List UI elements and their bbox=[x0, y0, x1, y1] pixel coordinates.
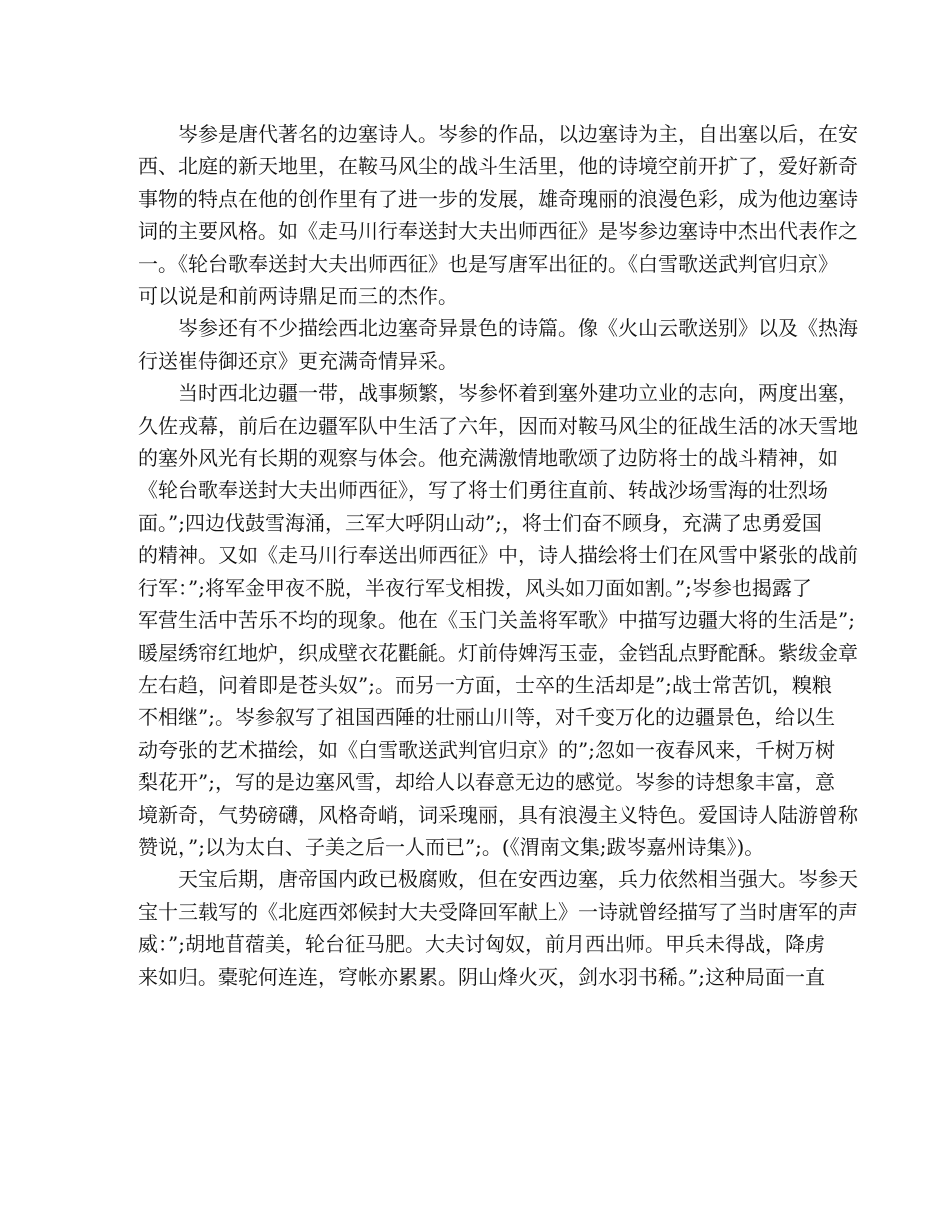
text-line: 事物的特点在他的创作里有了进一步的发展，雄奇瑰丽的浪漫色彩，成为他边塞诗 bbox=[138, 186, 858, 211]
text-line: 一。《轮台歌奉送封大夫出师西征》也是写唐军出征的。《白雪歌送武判官归京》 bbox=[138, 251, 838, 276]
document-body bbox=[138, 118, 858, 993]
text-line: 岑参还有不少描绘西北边塞奇异景色的诗篇。像《火山云歌送别》以及《热海 bbox=[138, 316, 858, 341]
text-line: 的塞外风光有长期的观察与体会。他充满激情地歌颂了边防将士的战斗精神，如 bbox=[138, 446, 838, 471]
text-line: 行送崔侍御还京》更充满奇情异采。 bbox=[138, 348, 458, 373]
text-line: 面。”;四边伐鼓雪海涌，三军大呼阴山动”;，将士们奋不顾身，充满了忠勇爱国 bbox=[138, 510, 822, 535]
paragraph-1 bbox=[138, 118, 858, 312]
text-line: 军营生活中苦乐不均的现象。他在《玉门关盖将军歌》中描写边疆大将的生活是”; bbox=[138, 608, 855, 633]
text-line: 天宝后期，唐帝国内政已极腐败，但在安西边塞，兵力依然相当强大。岑参天 bbox=[138, 867, 858, 892]
text-line: 不相继”;。岑参叙写了祖国西陲的壮丽山川等，对千变万化的边疆景色，给以生 bbox=[138, 705, 835, 730]
text-line: 久佐戎幕，前后在边疆军队中生活了六年，因而对鞍马风尘的征战生活的冰天雪地 bbox=[138, 413, 858, 438]
text-line: 威：”;胡地苜蓿美，轮台征马肥。大夫讨匈奴，前月西出师。甲兵未得战，降虏 bbox=[138, 932, 825, 957]
paragraph-3 bbox=[138, 377, 858, 863]
text-line: 动夸张的艺术描绘，如《白雪歌送武判官归京》的”;忽如一夜春风来，千树万树 bbox=[138, 737, 835, 762]
text-line: 词的主要风格。如《走马川行奉送封大夫出师西征》是岑参边塞诗中杰出代表作之 bbox=[138, 219, 858, 244]
text-line: 当时西北边疆一带，战事频繁，岑参怀着到塞外建功立业的志向，两度出塞， bbox=[138, 381, 858, 406]
paragraph-4 bbox=[138, 863, 858, 993]
text-line: 的精神。又如《走马川行奉送出师西征》中，诗人描绘将士们在风雪中紧张的战前 bbox=[138, 543, 858, 568]
text-line: 西、北庭的新天地里，在鞍马风尘的战斗生活里，他的诗境空前开扩了，爱好新奇 bbox=[138, 154, 858, 179]
text-line: 暖屋绣帘红地炉，织成壁衣花氍毹。灯前侍婢泻玉壶，金铛乱点野酡酥。紫绂金章 bbox=[138, 640, 858, 665]
text-line: 可以说是和前两诗鼎足而三的杰作。 bbox=[138, 284, 458, 309]
text-line: 宝十三载写的《北庭西郊候封大夫受降回军献上》一诗就曾经描写了当时唐军的声 bbox=[138, 899, 858, 924]
text-line: 赞说，”;以为太白、子美之后一人而已”;。(《渭南文集;跋岑嘉州诗集》)。 bbox=[138, 834, 765, 859]
text-line: 来如归。橐驼何连连，穹帐亦累累。阴山烽火灭，剑水羽书稀。”;这种局面一直 bbox=[138, 964, 825, 989]
text-line: 行军：”;将军金甲夜不脱，半夜行军戈相拨，风头如刀面如割。”;岑参也揭露了 bbox=[138, 575, 812, 600]
text-line: 梨花开”;，写的是边塞风雪，却给人以春意无边的感觉。岑参的诗想象丰富，意 bbox=[138, 770, 835, 795]
paragraph-2 bbox=[138, 312, 858, 377]
text-line: 境新奇，气势磅礴，风格奇峭，词采瑰丽，具有浪漫主义特色。爱国诗人陆游曾称 bbox=[138, 802, 858, 827]
text-line: 《轮台歌奉送封大夫出师西征》，写了将士们勇往直前、转战沙场雪海的壮烈场 bbox=[138, 478, 828, 503]
text-line: 左右趋，问着即是苍头奴”;。而另一方面，士卒的生活却是”;战士常苦饥，糗粮 bbox=[138, 672, 832, 697]
text-line: 岑参是唐代著名的边塞诗人。岑参的作品，以边塞诗为主，自出塞以后，在安 bbox=[138, 122, 858, 146]
